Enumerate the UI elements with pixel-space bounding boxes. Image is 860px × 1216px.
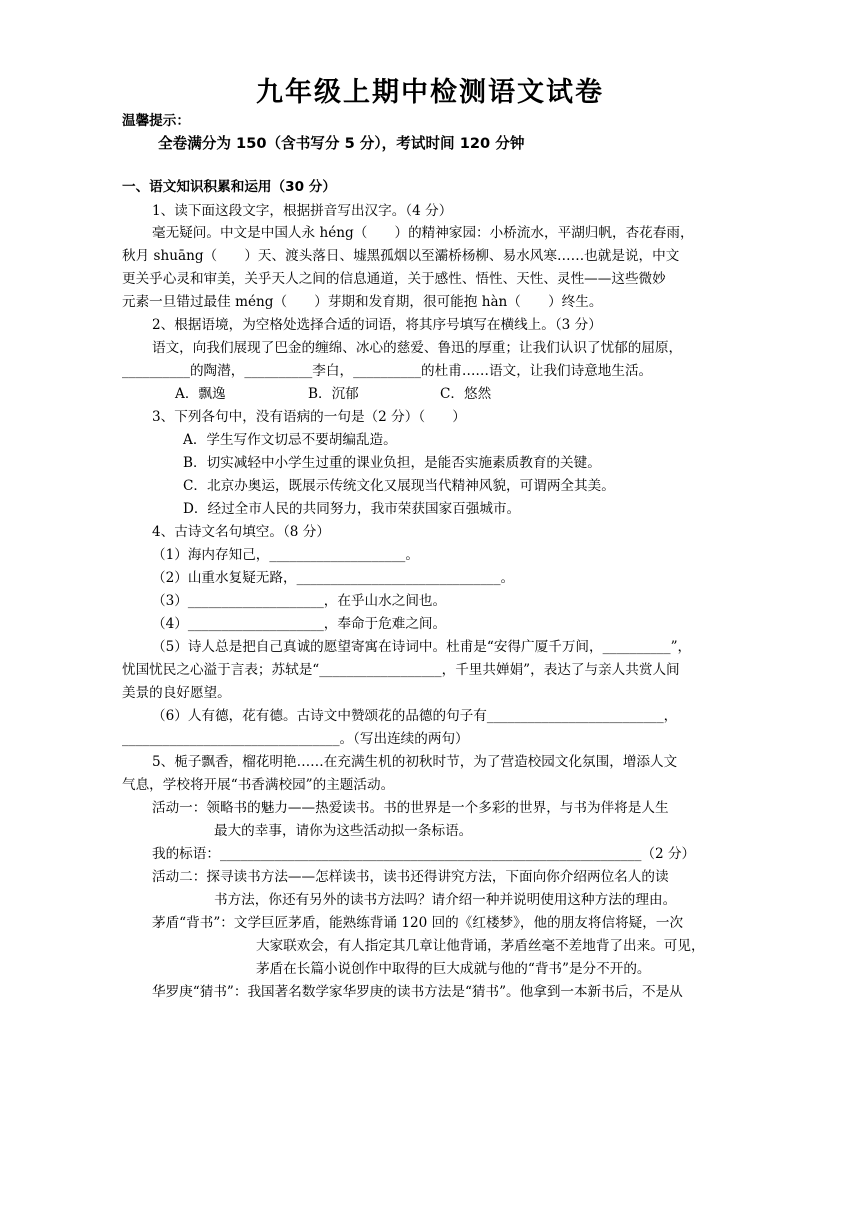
q4-item: （1）海内存知己，____________________。 <box>152 547 419 563</box>
q5-maodun-line: 大家联欢会，有人指定其几章让他背诵，茅盾丝毫不差地背了出来。可见， <box>256 938 705 954</box>
page-title: 九年级上期中检测语文试卷 <box>256 77 604 108</box>
q5-activity1-line: 最大的幸事，请你为这些活动拟一条标语。 <box>214 823 473 839</box>
q4-item: （4）____________________，奉命于危难之间。 <box>152 616 447 632</box>
notice-heading: 温馨提示： <box>122 113 190 129</box>
q5-maodun-line: 茅盾“背书”：文学巨匠茅盾，能熟练背诵 120 回的《红楼梦》，他的朋友将信将疑，一次 <box>152 915 684 931</box>
q4-item5-line: 美景的良好愿望。 <box>122 685 231 701</box>
q2-option-a: A．飘逸 <box>175 386 226 402</box>
q4-item6-line: （6）人有德，花有德。古诗文中赞颂花的品德的句子有__________________________， <box>152 708 678 724</box>
q3-option-d: D．经过全市人民的共同努力，我市荣获国家百强城市。 <box>183 501 521 517</box>
q2-line: __________的陶潜，__________李白，__________的杜甫……语文，让我们诗意地生活。 <box>122 363 653 379</box>
q5-line: 气息，学校将开展“书香满校园”的主题活动。 <box>122 777 395 793</box>
q4-item: （3）____________________，在乎山水之间也。 <box>152 593 447 609</box>
q3-option-c: C．北京办奥运，既展示传统文化又展现当代精神风貌，可谓两全其美。 <box>183 478 615 494</box>
q3-option-a: A．学生写作文切忌不要胡编乱造。 <box>183 432 397 448</box>
q4-stem: 4、古诗文名句填空。（8 分） <box>152 524 330 540</box>
q5-maodun-line: 茅盾在长篇小说创作中取得的巨大成就与他的“背书”是分不开的。 <box>256 961 651 977</box>
section1-heading: 一、语文知识积累和运用（30 分） <box>122 179 336 195</box>
q5-activity1-line: 活动一：领略书的魅力——热爱读书。书的世界是一个多彩的世界，与书为伴将是人生 <box>152 800 669 816</box>
q1-line: 元素一旦错过最佳 méng（ ）芽期和发育期，很可能抱 hàn（ ）终生。 <box>122 294 603 310</box>
notice-text: 全卷满分为 150（含书写分 5 分），考试时间 120 分钟 <box>158 135 525 152</box>
q4-item5-line: 忧国忧民之心溢于言表；苏轼是“__________________，千里共婵娟”，表达了与亲人共赏人间 <box>122 662 680 678</box>
q5-line: 5、栀子飘香，榴花明艳……在充满生机的初秋时节，为了营造校园文化氛围，增添人文 <box>152 754 678 770</box>
q1-line: 更关乎心灵和审美，关乎天人之间的信息通道，关于感性、悟性、天性、灵性——这些微妙 <box>122 271 666 287</box>
q5-activity2-line: 书方法，你还有另外的读书方法吗？请介绍一种并说明使用这种方法的理由。 <box>214 892 677 908</box>
q2-line: 语文，向我们展现了巴金的缠绵、冰心的慈爱、鲁迅的厚重；让我们认识了忧郁的屈原， <box>152 340 683 356</box>
q1-stem: 1、读下面这段文字，根据拼音写出汉字。（4 分） <box>152 203 453 219</box>
q2-option-b: B．沉郁 <box>308 386 359 402</box>
q1-line: 毫无疑问。中文是中国人永 héng（ ）的精神家园：小桥流水，平湖归帆，杏花春雨， <box>152 225 694 241</box>
q5-hualuogeng-line: 华罗庚“猜书”：我国著名数学家华罗庚的读书方法是“猜书”。他拿到一本新书后，不是从 <box>152 984 683 1000</box>
q3-option-b: B．切实减轻中小学生过重的课业负担，是能否实施素质教育的关键。 <box>183 455 601 471</box>
q4-item6-line: ________________________________。（写出连续的两句） <box>122 731 469 747</box>
q2-stem: 2、根据语境，为空格处选择合适的词语，将其序号填写在横线上。（3 分） <box>152 317 602 333</box>
q3-stem: 3、下列各句中，没有语病的一句是（2 分）（ ） <box>152 409 466 425</box>
q2-option-c: C．悠然 <box>440 386 492 402</box>
q5-slogan: 我的标语：______________________________________________________________（2 分） <box>152 846 696 862</box>
q1-line: 秋月 shuāng（ ）天、渡头落日、墟黑孤烟以至灞桥杨柳、易水风寒……也就是说，中文 <box>122 248 680 264</box>
q5-activity2-line: 活动二：探寻读书方法——怎样读书，读书还得讲究方法，下面向你介绍两位名人的读 <box>152 869 669 885</box>
q4-item: （2）山重水复疑无路，______________________________。 <box>152 570 515 586</box>
q4-item5-line: （5）诗人总是把自己真诚的愿望寄寓在诗词中。杜甫是“安得广厦千万间，__________”， <box>152 639 692 655</box>
